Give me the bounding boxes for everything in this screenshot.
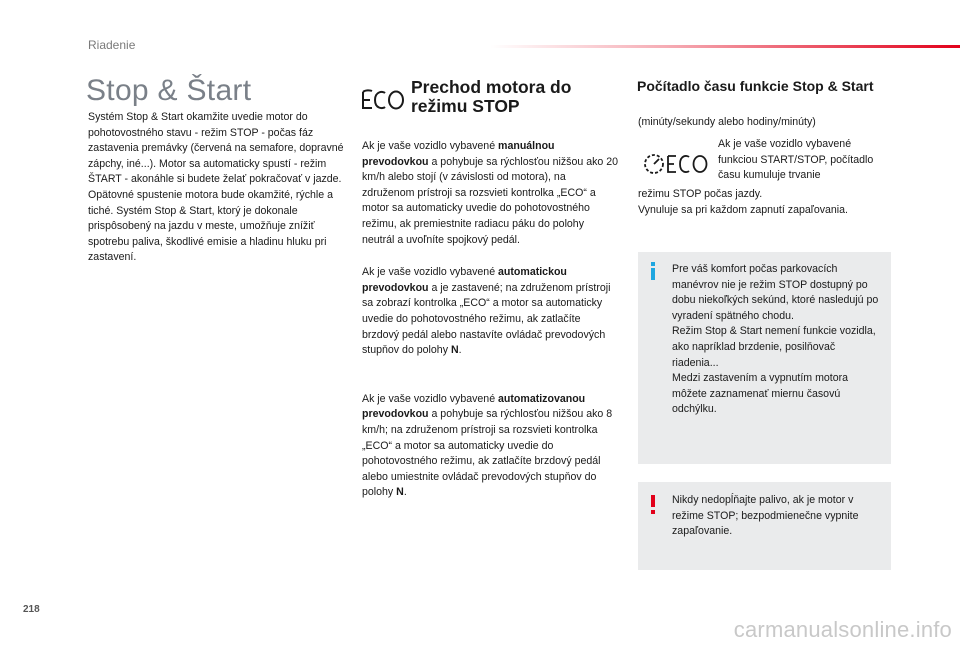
- automatic-gearbox-paragraph: [362, 265, 618, 359]
- eco-icon-graphic: [361, 88, 405, 112]
- intro-column: [88, 110, 350, 283]
- text-run: .: [458, 344, 462, 357]
- bold-term: N: [450, 344, 459, 357]
- bold-term: N: [396, 486, 404, 499]
- section-title-timer: Počítadlo času funkcie Stop & Start: [637, 78, 874, 94]
- text-run: a pohybuje sa rýchlosťou nižšou ako 20 km/h alebo stojí (v závislosti od motora), na združenom prístroji sa rozsvieti kontrolka „ECO“ a motor sa automaticky uvedie do pohotovostného režimu, ak premiestnite radiacu páku do polohy neutrál a uvoľníte spojkový pedál.: [362, 155, 619, 246]
- header-divider: [490, 45, 960, 48]
- stop-mode-column: [362, 139, 618, 518]
- bold-term: manuálnou prevodovkou: [362, 140, 555, 168]
- timer-body-line-1: režimu STOP počas jazdy.: [638, 188, 763, 200]
- timer-eco-icon: [642, 150, 712, 176]
- timer-units: (minúty/sekundy alebo hodiny/minúty): [638, 116, 816, 128]
- eco-icon: [361, 88, 405, 116]
- text-run: a pohybuje sa rýchlosťou nižšou ako 8 km/h; na združenom prístroji sa rozsvieti kontrolka „ECO“ a motor sa automaticky uvedie do pohotovostného režimu, ak zatlačíte brzdový pedál alebo umiestnite ovládač prevodových stupňov do polohy: [362, 408, 613, 499]
- page-number: 218: [23, 604, 40, 615]
- warning-icon: [648, 495, 658, 515]
- info-text: [672, 262, 882, 418]
- section-title-stop-mode: Prechod motora do režimu STOP: [411, 77, 572, 116]
- manual-gearbox-paragraph: [362, 139, 618, 248]
- automated-gearbox-paragraph: [362, 392, 618, 501]
- warning-text: Nikdy nedopĺňajte palivo, ak je motor v režime STOP; bezpodmienečne vypnite zapaľovanie.: [672, 494, 859, 538]
- bold-term: automatizovanou prevodovkou: [362, 392, 586, 421]
- text-run: Ak je vaše vozidlo vybavené: [362, 392, 499, 405]
- watermark: carmanualsonline.info: [733, 617, 952, 642]
- timer-body: [638, 187, 888, 218]
- info-text-3: Medzi zastavením a vypnutím motora môžete zaznamenať miernu časovú odchýlku.: [672, 372, 849, 416]
- text-run: a je zastavené; na združenom prístroji sa zobrazí kontrolka „ECO“ a motor sa automaticky uvedie do pohotovostného režimu, ak zatlačíte brzdový pedál alebo nastavíte ovládač prevodových stupňov do polohy: [362, 281, 611, 357]
- section-label: Riadenie: [88, 38, 136, 52]
- timer-side-text: Ak je vaše vozidlo vybavené funkciou START/STOP, počítadlo času kumuluje trvanie: [718, 138, 874, 182]
- info-text-1: Pre váš komfort počas parkovacích manévrov nie je režim STOP dostupný po dobu niekoľkých sekúnd, ktoré nasledujú po vyradení spätného chodu.: [672, 263, 879, 322]
- timer-body-line-2: Vynuluje sa pri každom zapnutí zapaľovania.: [638, 203, 848, 216]
- intro-paragraph: Systém Stop & Start okamžite uvedie motor do pohotovostného stavu - režim STOP - počas fáz zastavenia premávky (červená na semafore, dopravné zápchy, iné...). Motor sa automaticky spustí - režim ŠTART - akonáhle si budete želať pokračovať v jazde. Opätovné spustenie motora bude okamžité, rýchle a tiché. Systém Stop & Start, ktorý je dokonale prispôsobený na jazdu v meste, umožňuje znížiť spotrebu paliva, škodlivé emisie a hladinu hluku pri zastavení.: [88, 111, 344, 264]
- timer-eco-icon-graphic: [642, 150, 712, 176]
- info-icon: [648, 262, 658, 280]
- bold-term: automatickou prevodovkou: [362, 266, 567, 294]
- text-run: Ak je vaše vozidlo vybavené: [362, 140, 499, 152]
- info-text-2: Režim Stop & Start nemení funkcie vozidla, ako napríklad brzdenie, posilňovač riadenia...: [672, 325, 876, 369]
- page-title: Stop & Štart: [86, 74, 252, 107]
- text-run: .: [403, 486, 407, 499]
- text-run: Ak je vaše vozidlo vybavené: [362, 266, 499, 279]
